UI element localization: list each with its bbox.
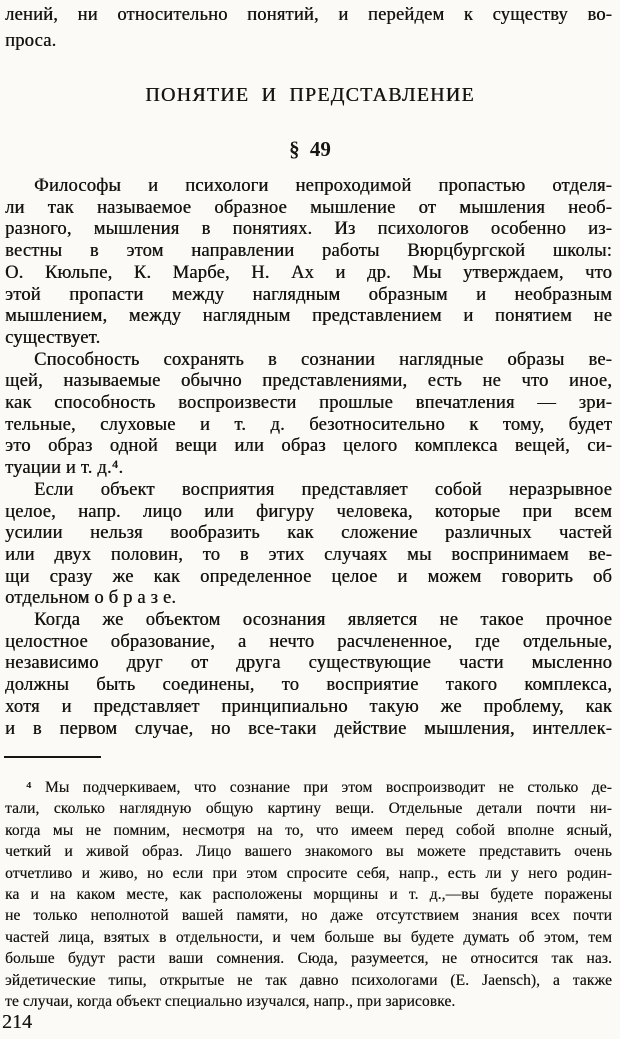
text-line: мышлением, между наглядным представлением и понятием не (5, 306, 612, 327)
text-line: те случаи, когда объект специально изучался, напр., при зарисовке. (5, 993, 456, 1011)
text-line: Когда же объектом осознания является не такое прочное (34, 610, 612, 631)
paragraph (5, 480, 612, 610)
text-line: это образ одной вещи или образ целого комплекса вещей, си- (5, 436, 612, 457)
text-line: вестны в этом направлении работы Вюрцбургской школы: (5, 241, 612, 262)
text-line: щей, называемые обычно представлениями, есть не что иное, (5, 371, 612, 392)
text-line: целое, напр. лицо или фигуру человека, которые при всем (5, 501, 612, 522)
text-line: существует. (5, 327, 101, 348)
text-line: или двух половин, то в этих случаях мы воспринимаем ве- (5, 544, 612, 565)
body-text (5, 176, 612, 740)
text-line: ⁴ Мы подчеркиваем, что сознание при этом воспроизводит не столько де- (26, 779, 612, 796)
section-heading: § 49 (289, 137, 331, 161)
text-line: ка и на каком месте, как расположены морщины и т. д.,—вы будете поражены (5, 886, 612, 904)
text-line: туации и т. д.⁴. (5, 458, 124, 479)
text-line: Философы и психологи непроходимой пропастью отделя- (34, 176, 612, 196)
text-line: хотя и представляет принципиально такую же проблему, как (5, 696, 612, 717)
text-line: усилии нельзя вообразить как сложение различных частей (5, 523, 612, 544)
text-line: Если объект восприятия представляет собой неразрывное (34, 479, 612, 500)
paragraph (5, 176, 612, 350)
text-line: проса. (5, 30, 57, 51)
footnote (5, 777, 612, 1012)
footnote-separator (4, 756, 101, 758)
text-line: разного, мышления в понятиях. Из психологов особенно из- (5, 219, 612, 240)
text-line: и в первом случае, но все-таки действие мышления, интеллек- (5, 718, 612, 739)
text-line: тали, сколько наглядную общую картину вещи. Отдельные детали почти ни- (5, 800, 612, 818)
text-line: частей лица, взятых в отдельности, и чем больше вы будете думать об этом, тем (5, 928, 612, 946)
text-line: Способность сохранять в сознании наглядные образы ве- (34, 349, 612, 370)
text-line: О. Кюльпе, К. Марбе, Н. Ах и др. Мы утверждаем, что (5, 262, 612, 283)
chapter-heading: ПОНЯТИЕ И ПРЕДСТАВЛЕНИЕ (145, 84, 475, 106)
text-line: больше будут расти ваши сомнения. Сюда, разумеется, не относится так наз. (5, 950, 612, 968)
text-line: когда мы не помним, несмотря на то, что имеем перед собой вполне ясный, (5, 821, 612, 839)
text-line: целостное образование, а нечто расчлененное, где отдельные, (5, 631, 612, 652)
text-line: должны быть соединены, то восприятие такого комплекса, (5, 675, 612, 696)
text-line: ли так называемое образное мышление от мышления необ- (5, 197, 612, 218)
text-line: тельные, слуховые и т. д. безотносительно к тому, будет (5, 414, 612, 435)
text-line: лений, ни относительно понятий, и перейдем к существу во- (5, 5, 612, 25)
paragraph (5, 350, 612, 480)
text-line: этой пропасти между наглядным образным и необразным (5, 284, 612, 305)
page-number: 214 (2, 1011, 32, 1033)
text-line: четкий и живой образ. Лицо вашего знакомого вы можете представить очень (5, 843, 612, 861)
text-line: щи сразу же как определенное целое и можем говорить об (5, 566, 612, 587)
paragraph-continuation (5, 3, 612, 54)
text-line: отчетливо и живо, но если при этом спросите себя, напр., есть ли у него родин- (5, 864, 612, 882)
text-line: эйдетические типы, открытые не так давно психологами (E. Jaensch), а также (5, 971, 612, 989)
text-line: как способность воспроизвести прошлые впечатления — зри- (5, 393, 612, 414)
text-line: отдельном о б р а з е. (5, 588, 177, 609)
text-line: независимо друг от друга существующие части мысленно (5, 653, 612, 674)
text-line: не только неполнотой вашей памяти, но даже отсутствием знания всех почти (5, 907, 612, 925)
paragraph (5, 610, 612, 740)
